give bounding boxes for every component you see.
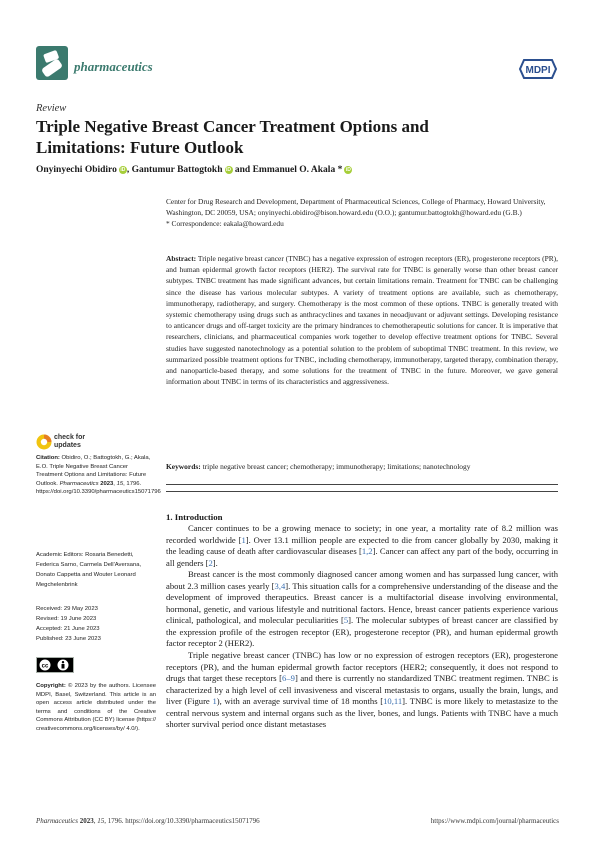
body-text <box>166 523 558 731</box>
svg-text:cc: cc <box>41 663 49 670</box>
author-sep: and <box>232 165 253 175</box>
reference-link[interactable]: 10,11 <box>383 696 403 707</box>
date-accepted: Accepted: 21 June 2023 <box>36 626 100 632</box>
check-updates-line1: check for <box>54 434 86 441</box>
date-revised: Revised: 19 June 2023 <box>36 616 97 622</box>
citation-year: 2023 <box>100 480 114 487</box>
mdpi-logo-icon[interactable] <box>518 58 558 80</box>
orcid-icon[interactable]: iD <box>226 167 231 173</box>
paragraph-text: ] and there is currently no standardized TNBC treatment regimen. TNBC is characterized by a high level of cell invasiveness and visceral metastasis to organs, usually the brain, lungs, and liver (Figure <box>166 673 558 707</box>
author-name: Onyinyechi Obidiro <box>36 165 117 175</box>
paragraph-text: ]. Over 13.1 million people are expected to die from cancer globally by 2030, making it the leading cause of death after cardiovascular diseases [ <box>166 534 558 557</box>
article-type: Review <box>36 103 67 114</box>
copyright-text: © 2023 by the authors. Licensee MDPI, Basel, Switzerland. This article is an open access article distributed under the terms and conditions of the Creative Commons Attribution (CC BY) license (https:// creativecommons.org/licenses/by/ 4.0/). <box>36 683 156 732</box>
date-received: Received: 29 May 2023 <box>36 606 98 612</box>
footer-url[interactable]: https://www.mdpi.com/journal/pharmaceutics <box>430 817 559 825</box>
check-for-updates-badge[interactable] <box>36 432 96 456</box>
paragraph-text: ]. TNBC is more likely to metastasize to the central nervous system and internal organs such as the liver, bones, and lungs. Patients with TNBC have a much shorter survival period once distant metastases <box>166 696 558 730</box>
paragraph-text: ]. This situation calls for a comprehensive understanding of the disease and the development of improved therapeutics. Breast cancer is a multifactorial disease involving environmental, hormonal, genetic, and various lifestyle and nutritional factors. Hence, breast cancer patients experience various clinical, pathological, and molecular peculiarities [ <box>166 580 558 626</box>
author-name: Emmanuel O. Akala * <box>252 165 343 175</box>
reference-link[interactable]: 1 <box>241 534 246 545</box>
check-updates-icon <box>36 433 52 451</box>
date-published: Published: 23 June 2023 <box>36 636 101 642</box>
author-sep: , <box>126 165 132 175</box>
orcid-icon[interactable]: iD <box>120 167 126 173</box>
keywords-label: Keywords: <box>166 462 201 471</box>
publication-dates <box>36 604 156 644</box>
abstract-text: Triple negative breast cancer (TNBC) has a negative expression of estrogen receptors (ER), progesterone receptors (PR), and human epidermal growth factor receptors (HER2). The survival rate for TNBC is generally worse than other breast cancer subtypes. TNBC treatment has made significant advances, but certain limitations remain. Treatment for TNBC can be challenging since the disease has various molecular subtypes. A variety of treatment options are available, such as chemotherapy, immunotherapy, radiotherapy, and surgery. Chemotherapy is the most common of these options. TNBC is generally treated with systemic chemotherapy using drugs such as anthracyclines and taxanes in neoadjuvant or adjuvant settings. Developing resistance to anticancer drugs and off-target toxicity are the primary hindrances to chemotherapeutic solutions for cancer. It is imperative that researchers, clinicians, and pharmaceutical companies work together to develop effective treatment options for TNBC. Several studies have suggested nanotechnology as a potential solution to the problem of suboptimal TNBC treatment. In this review, we summarized possible treatment options for TNBC, including chemotherapy, immunotherapy, targeted therapy, combination therapy, and nanoparticle-based therapy, and some solutions for the treatment of TNBC in the future. Moreover, we gave general information about TNBC in terms of its characteristics and aggressiveness. <box>166 254 559 387</box>
author-list <box>36 165 556 175</box>
cc-by-license-icon[interactable] <box>36 657 74 673</box>
orcid-icon[interactable]: iD <box>345 167 351 173</box>
check-updates-text <box>54 434 85 449</box>
footer-volume: 15 <box>97 817 105 825</box>
footer-citation: Pharmaceutics 2023, 15, 1796. https://doi.org/10.3390/pharmaceutics15071796 <box>36 817 260 825</box>
paragraph <box>166 650 558 731</box>
abstract <box>166 253 558 387</box>
correspondence: * Correspondence: eakala@howard.edu <box>166 218 284 228</box>
divider <box>166 484 558 485</box>
article-title: Triple Negative Breast Cancer Treatment Options and Limitations: Future Outlook <box>36 117 429 157</box>
citation-label: Citation: <box>36 455 60 461</box>
affiliation <box>166 197 558 229</box>
section-heading: 1. Introduction <box>166 512 223 522</box>
reference-link[interactable]: 1 <box>212 696 217 707</box>
paragraph-text: Cancer continues to be a growing menace to society; in one year, a mortality rate of 8.2 million was recorded worldwide [ <box>166 523 558 545</box>
keywords <box>166 461 558 472</box>
paragraph-text: ]. <box>212 557 218 568</box>
check-updates-line2: updates <box>54 441 81 449</box>
affiliation-text: Center for Drug Research and Development, Department of Pharmaceutical Sciences, College of Pharmacy, Howard University, Washington, DC 20059, USA; onyinyechi.obidiro@bison.howard.edu (O.O.); gantumur.battogtokh@howard.edu (G.B.) <box>166 197 546 217</box>
footer-doi[interactable]: , 1796. https://doi.org/10.3390/pharmaceutics15071796 <box>104 817 260 825</box>
citation-block: Citation: Obidiro, O.; Battogtokh, G.; Akala, E.O. Triple Negative Breast Cancer Treatment Options and Limitations: Future Outlook. Pharmaceutics 2023, 15, 1796. https://doi.org/10.3390/pharmaceutics15071796 <box>36 455 161 496</box>
citation-text: Obidiro, O.; Battogtokh, G.; Akala, E.O. Triple Negative Breast Cancer Treatment Options and Limitations: Future Outlook. <box>36 455 151 487</box>
citation-volume: 15 <box>116 480 124 487</box>
citation-journal: Pharmaceutics <box>59 480 99 487</box>
paragraph <box>166 569 558 650</box>
reference-link[interactable]: 1,2 <box>361 546 373 557</box>
paragraph-text: ]. The molecular subtypes of breast cancer are classified by the expression profile of the estrogen receptor (ER), progesterone receptor (PR), and human epidermal growth factor receptor 2 (HER2). <box>166 615 558 649</box>
paragraph-text: Triple negative breast cancer (TNBC) has low or no expression of estrogen receptors (ER), progesterone receptors (PR), and the human epidermal growth factor receptors (HER2; consequently, it does not respond to drugs that target these receptors [ <box>166 650 558 684</box>
academic-editors: Academic Editors: Rosaria Benedetti, Federica Sarno, Carmela Dell'Aversana, Donato Cappetta and Wouter Leonard Megchelenbrink <box>36 552 142 588</box>
mdpi-logo-text: MDPI <box>525 65 551 76</box>
citation-rest[interactable]: , 1796. https://doi.org/10.3390/pharmaceutics15071796 <box>36 480 161 496</box>
footer-journal: Pharmaceutics <box>36 817 78 825</box>
paragraph <box>166 523 558 569</box>
reference-link[interactable]: 2 <box>208 557 213 568</box>
copyright-block <box>36 682 156 734</box>
keywords-text: triple negative breast cancer; chemotherapy; immunotherapy; limitations; nanotechnology <box>202 462 471 471</box>
reference-link[interactable]: 6–9 <box>282 673 295 684</box>
paragraph-text: ), with an average survival time of 18 months [ <box>216 696 384 707</box>
copyright-label: Copyright: <box>36 683 66 689</box>
reference-link[interactable]: 5 <box>343 615 349 626</box>
footer-year: 2023 <box>79 817 94 825</box>
journal-name[interactable]: pharmaceutics <box>74 59 153 74</box>
reference-link[interactable]: 3,4 <box>274 580 286 591</box>
divider <box>166 491 558 492</box>
author-name: Gantumur Battogtokh <box>131 165 223 175</box>
paragraph-text: ]. Cancer can affect any part of the body, occurring in all genders [ <box>166 546 558 568</box>
paragraph-text: Breast cancer is the most commonly diagnosed cancer among women and has surpassed lung cancer, with about 2.3 million cases yearly [ <box>166 569 558 591</box>
page-header <box>36 46 559 86</box>
journal-logo-icon <box>36 46 68 80</box>
abstract-label: Abstract: <box>166 254 197 263</box>
